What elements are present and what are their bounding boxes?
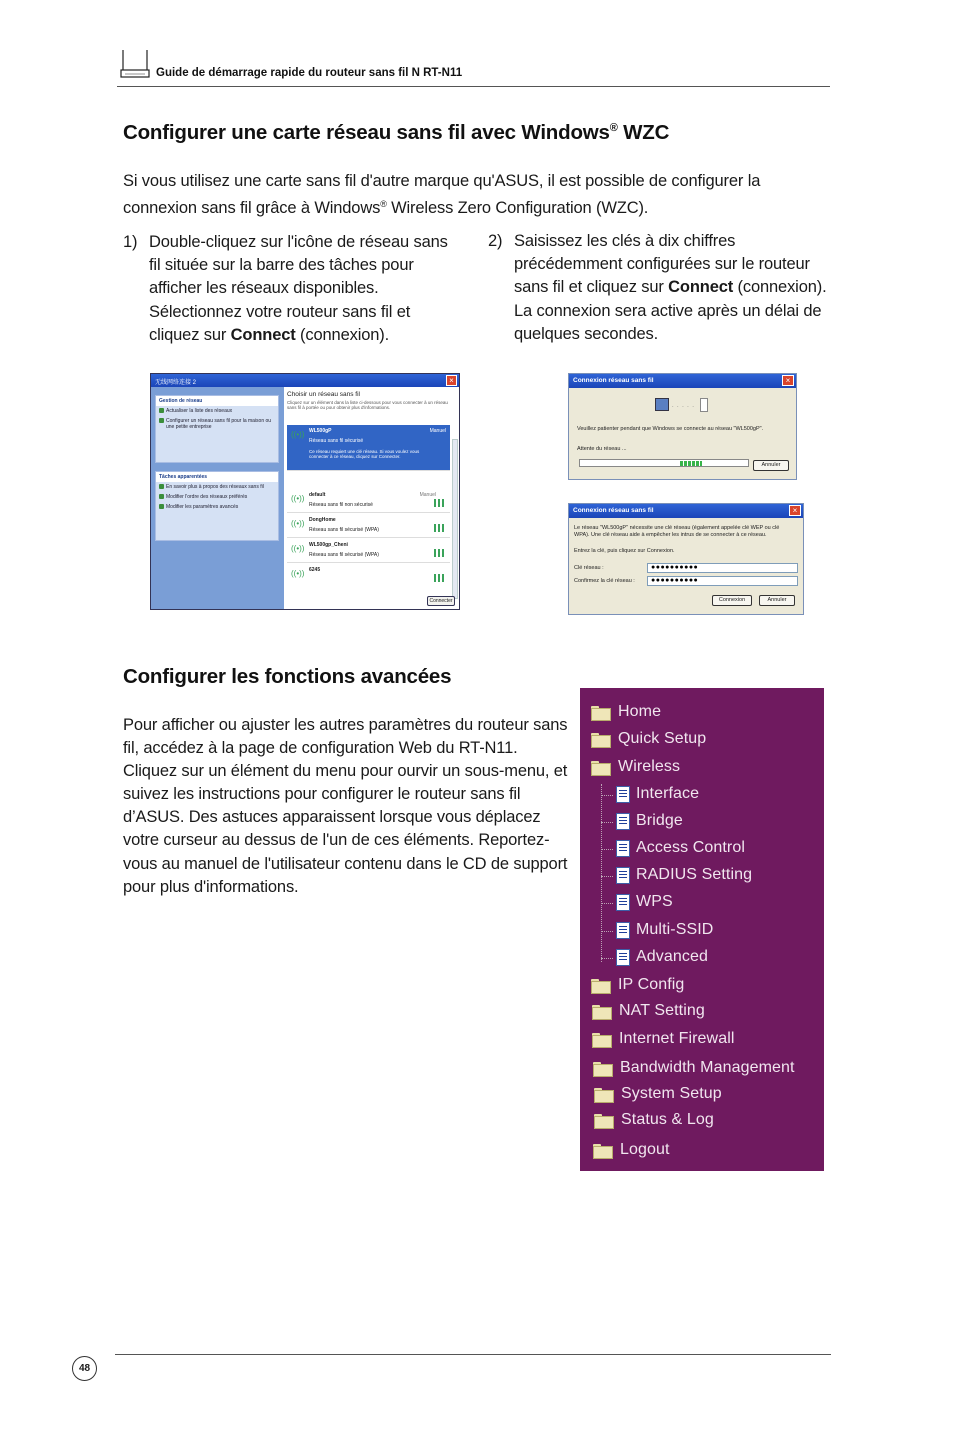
menu-item-radius-setting[interactable]: RADIUS Setting xyxy=(616,866,752,884)
section2-title: Configurer les fonctions avancées xyxy=(123,665,452,688)
connecting-dots-icon: · · · · · xyxy=(672,404,695,410)
network-item[interactable]: ((•)) DongHome Réseau sans fil sécurisé (WPA) xyxy=(287,514,450,538)
menu-item-bandwidth-management[interactable]: Bandwidth Management xyxy=(593,1059,795,1077)
choose-network-desc: Cliquez sur un élément dans la liste ci-dessous pour vous connecter à un réseau sans fil à portée ou pour obtenir plus d'informations. xyxy=(287,400,448,410)
window-titlebar xyxy=(151,374,459,387)
network-key-dialog-screenshot xyxy=(568,503,804,615)
folder-icon xyxy=(592,1005,610,1018)
step-text: Double-cliquez sur l'icône de réseau sans fil située sur la barre des tâches pour afficher les réseaux disponibles. Sélectionnez votre routeur sans fil et cliquez sur Connect (connexion). xyxy=(149,233,448,344)
menu-item-bridge[interactable]: Bridge xyxy=(616,812,683,830)
connecting-message: Veuillez patienter pendant que Windows se connecte au réseau "WL500gP". xyxy=(577,426,764,432)
folder-icon xyxy=(591,979,609,992)
change-order-link[interactable]: Modifier l'ordre des réseaux préférés xyxy=(156,492,278,502)
wireless-antenna-icon: ((•)) xyxy=(291,544,305,553)
learn-more-link[interactable]: En savoir plus à propos des réseaux sans fil xyxy=(156,482,278,492)
menu-item-access-control[interactable]: Access Control xyxy=(616,839,745,857)
menu-item-interface[interactable]: Interface xyxy=(616,785,699,803)
step-number: 1) xyxy=(123,233,138,251)
related-tasks-panel: Tâches apparentées En savoir plus à propos des réseaux sans fil Modifier l'ordre des réseaux préférés Modifier les paramètres avancés xyxy=(155,471,279,541)
folder-icon xyxy=(594,1088,612,1101)
wireless-antenna-icon: ((•)) xyxy=(291,569,305,578)
document-icon xyxy=(616,949,630,966)
window-title: 无线网络连接 2 xyxy=(155,380,197,386)
tasks-sidebar xyxy=(151,387,284,610)
folder-icon xyxy=(593,1144,611,1157)
menu-item-internet-firewall[interactable]: Internet Firewall xyxy=(592,1030,735,1048)
wireless-antenna-icon: ((•)) xyxy=(291,494,305,503)
menu-item-wireless[interactable]: Wireless xyxy=(591,758,680,776)
network-item[interactable]: ((•)) WL500gp_Cheni Réseau sans fil sécurisé (WPA) xyxy=(287,539,450,563)
document-icon xyxy=(616,813,630,830)
network-item[interactable]: ((•)) WL500gP Réseau sans fil sécurisé Manuel Ce réseau requiert une clé réseau. Si vous voulez vous connecter à ce réseau, cliquez sur Connecter. xyxy=(287,425,450,471)
menu-item-wps[interactable]: WPS xyxy=(616,893,673,911)
document-icon xyxy=(616,894,630,911)
document-icon xyxy=(616,922,630,939)
section1-intro: Si vous utilisez une carte sans fil d'autre marque qu'ASUS, il est possible de configurer la connexion sans fil grâce à Windows® Wireless Zero Configuration (WZC). xyxy=(123,172,761,217)
menu-item-logout[interactable]: Logout xyxy=(593,1141,670,1159)
menu-item-status-log[interactable]: Status & Log xyxy=(594,1111,714,1129)
dialog-titlebar: Connexion réseau sans fil × xyxy=(569,374,796,388)
close-icon[interactable]: × xyxy=(782,375,794,386)
signal-strength-icon xyxy=(434,549,444,557)
wireless-antenna-icon: ((•)) xyxy=(291,519,305,528)
folder-icon xyxy=(592,1033,610,1046)
menu-item-advanced[interactable]: Advanced xyxy=(616,948,708,966)
document-icon xyxy=(616,786,630,803)
confirm-key-label: Confirmez la clé réseau : xyxy=(574,578,635,584)
folder-icon xyxy=(593,1062,611,1075)
menu-item-system-setup[interactable]: System Setup xyxy=(594,1085,722,1103)
section1-title: Configurer une carte réseau sans fil avec Windows® WZC xyxy=(123,121,670,144)
choose-network-title: Choisir un réseau sans fil xyxy=(287,391,360,398)
cancel-button[interactable]: Annuler xyxy=(753,460,789,471)
page-number: 48 xyxy=(72,1356,97,1381)
document-icon xyxy=(616,867,630,884)
close-icon[interactable]: × xyxy=(789,505,801,516)
network-item[interactable]: ((•)) 6245 xyxy=(287,564,450,588)
folder-icon xyxy=(591,706,609,719)
access-point-icon xyxy=(700,398,708,412)
step-number: 2) xyxy=(488,232,503,250)
confirm-key-field[interactable]: ●●●●●●●●●● xyxy=(647,576,798,586)
connect-button[interactable]: Connecter xyxy=(427,596,455,606)
network-tasks-panel: Gestion de réseau Actualiser la liste des réseaux Configurer un réseau sans fil pour la maison ou une petite entreprise xyxy=(155,395,279,463)
network-key-label: Clé réseau : xyxy=(574,565,604,571)
header-title: Guide de démarrage rapide du routeur sans fil N RT-N11 xyxy=(156,67,463,79)
enter-key-prompt: Entrez la clé, puis cliquez sur Connexion. xyxy=(574,548,675,554)
dialog-titlebar: Connexion réseau sans fil × xyxy=(569,504,803,518)
menu-item-nat-setting[interactable]: NAT Setting xyxy=(592,1002,705,1020)
wireless-antenna-icon: ((•)) xyxy=(291,430,305,439)
menu-item-home[interactable]: Home xyxy=(591,703,661,721)
key-required-message: Le réseau "WL500gP" nécessite une clé réseau (également appelée clé WEP ou clé WPA). Une clé réseau aide à empêcher les intrus de se connecter à ce réseau. xyxy=(574,525,780,538)
router-icon xyxy=(119,48,151,80)
setup-network-link[interactable]: Configurer un réseau sans fil pour la maison ou une petite entreprise xyxy=(156,416,278,432)
network-key-field[interactable]: ●●●●●●●●●● xyxy=(647,563,798,573)
list-scrollbar[interactable] xyxy=(452,439,458,599)
step-text: Saisissez les clés à dix chiffres précédemment configurées sur le routeur sans fil et cliquez sur Connect (connexion). La connexion sera active après un délai de quelques secondes. xyxy=(514,232,827,343)
advanced-settings-link[interactable]: Modifier les paramètres avancés xyxy=(156,502,278,512)
menu-item-multi-ssid[interactable]: Multi-SSID xyxy=(616,921,713,939)
folder-icon xyxy=(591,733,609,746)
signal-strength-icon xyxy=(434,499,444,507)
close-icon[interactable]: × xyxy=(446,375,457,386)
network-list-area xyxy=(284,387,460,610)
menu-item-ip-config[interactable]: IP Config xyxy=(591,976,684,994)
tree-line xyxy=(601,784,602,962)
wireless-networks-screenshot xyxy=(150,373,460,610)
signal-strength-icon xyxy=(434,574,444,582)
open-folder-icon xyxy=(591,761,609,774)
connect-button[interactable]: Connexion xyxy=(712,595,752,606)
header-rule xyxy=(117,86,830,87)
progress-bar xyxy=(579,459,749,467)
document-icon xyxy=(616,840,630,857)
section2-paragraph: Pour afficher ou ajuster les autres paramètres du routeur sans fil, accédez à la page de configuration Web du RT-N11. Cliquez sur un élément du menu pour ourvir un sous-menu, et suivez les instructions pour configurer le routeur sans fil d’ASUS. Des astuces apparaissent lorsque vous déplacez votre curseur au dessus de l'un de ces éléments. Reportez-vous au manuel de l'utilisateur contenu dans le CD de support pour plus d'informations. xyxy=(123,716,568,896)
folder-icon xyxy=(594,1114,612,1127)
network-item[interactable]: ((•)) default Réseau sans fil non sécurisé Manuel xyxy=(287,489,450,513)
waiting-label: Attente du réseau ... xyxy=(577,446,627,452)
connecting-dialog-screenshot xyxy=(568,373,797,480)
cancel-button[interactable]: Annuler xyxy=(759,595,795,606)
signal-strength-icon xyxy=(434,524,444,532)
footer-rule xyxy=(115,1354,831,1355)
computer-icon xyxy=(655,398,669,411)
refresh-list-link[interactable]: Actualiser la liste des réseaux xyxy=(156,406,278,416)
menu-item-quick-setup[interactable]: Quick Setup xyxy=(591,730,706,748)
